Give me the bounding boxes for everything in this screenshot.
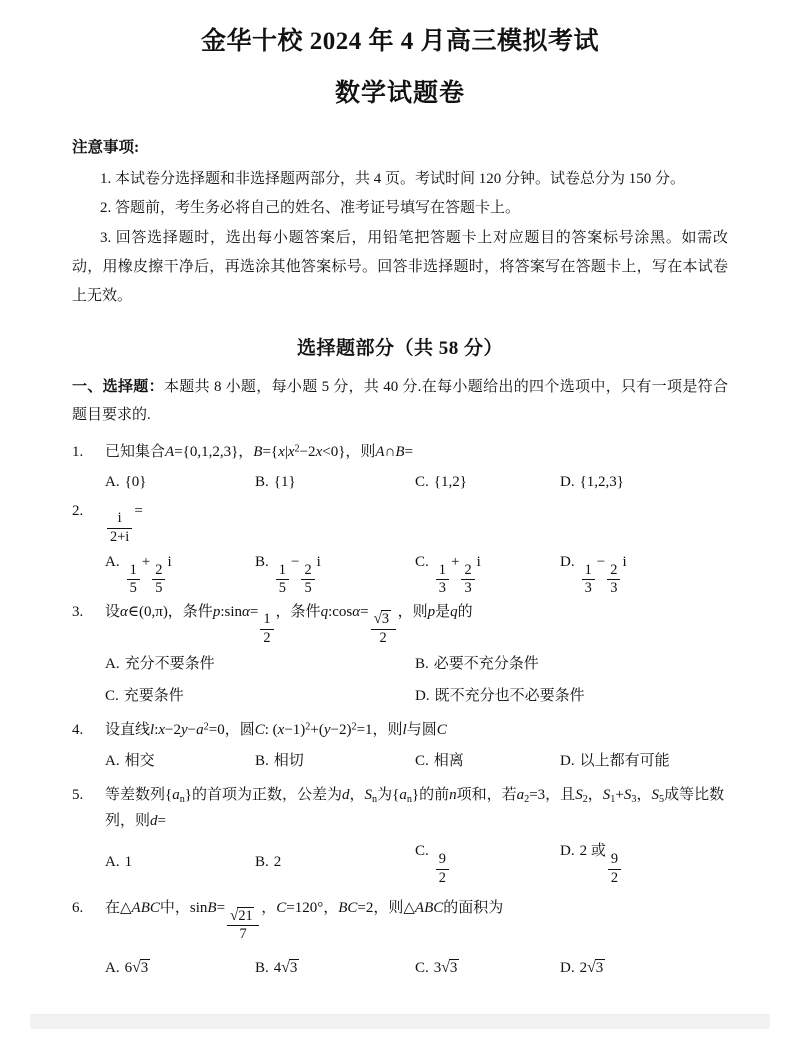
q5c-frac: $\frac{9}{2}$ <box>436 852 449 886</box>
question-6-text: 在△ABC中，sinB= $\frac{√21}{7}$ ，C=120°，BC=2，则△ABC的面积为 <box>105 900 504 943</box>
question-2-option-b[interactable]: B. $\frac{1}{5}$ − $\frac{2}{5}$ i <box>255 554 321 597</box>
sqrt-icon: √3 <box>587 958 604 976</box>
question-4-option-d[interactable]: D. 以上都有可能 <box>560 752 670 769</box>
question-1 <box>72 440 728 496</box>
q2d-frac1: $\frac{1}{3}$ <box>582 563 595 597</box>
question-3-option-d[interactable]: D. 既不充分也不必要条件 <box>415 687 585 704</box>
q3-q2: q <box>450 603 458 620</box>
question-2-stem <box>72 499 728 546</box>
q1-close: <0}，则 <box>322 443 376 460</box>
question-3-stem <box>72 600 728 647</box>
question-1-options <box>72 470 728 496</box>
q3-alpha1: α <box>120 603 128 620</box>
q1-setA: A <box>165 443 175 460</box>
q2c-frac1: $\frac{1}{3}$ <box>436 563 449 597</box>
question-5-option-a[interactable]: A. 1 <box>105 854 133 871</box>
q2a-frac2: $\frac{2}{5}$ <box>152 563 165 597</box>
sqrt-icon: √3 <box>373 611 390 628</box>
q3-p1: p <box>212 603 221 620</box>
question-2 <box>72 499 728 597</box>
question-4-options <box>72 749 728 775</box>
q3-p2: p <box>427 603 436 620</box>
q2-fraction: $\frac{i}{2+i}$ <box>107 511 132 545</box>
q1-tailB: B <box>395 443 405 460</box>
q4-line2: l <box>402 722 407 739</box>
q1-bar: | <box>284 443 288 460</box>
q4-circle2: C <box>436 722 447 739</box>
question-4-option-b[interactable]: B. 相切 <box>255 752 304 769</box>
q3-alpha2: α <box>242 603 250 620</box>
question-3-option-c[interactable]: C. 充要条件 <box>105 687 184 704</box>
question-3-options-row-2 <box>105 684 728 710</box>
question-4 <box>72 718 728 774</box>
q2d-frac2: $\frac{2}{3}$ <box>607 563 620 597</box>
question-5-options <box>72 839 728 886</box>
q1-tailA: A <box>375 443 385 460</box>
question-6 <box>72 896 728 981</box>
question-3 <box>72 600 728 710</box>
question-6-option-a[interactable]: A. 6√3 <box>105 955 255 982</box>
question-1-option-c[interactable]: C. {1,2} <box>415 474 467 491</box>
question-3-options <box>72 652 728 709</box>
question-2-option-a[interactable]: A. $\frac{1}{5}$ + $\frac{2}{5}$ i <box>105 554 172 597</box>
q4-line1: l <box>150 722 155 739</box>
section-header-choice: 选择题部分（共 58 分） <box>296 338 503 360</box>
q6-triangle2: ABC <box>414 900 444 917</box>
question-5-stem <box>72 783 728 834</box>
sqrt-icon: √3 <box>281 958 298 976</box>
question-1-stem <box>72 440 728 466</box>
question-6-option-d[interactable]: D. 2√3 <box>560 955 607 982</box>
section-intro-rest: 本题共 8 小题，每小题 5 分，共 40 分.在每小题给出的四个选项中，只有一项是符合题目要求的. <box>72 379 728 423</box>
question-2-text <box>105 499 728 546</box>
q1-var2: x <box>287 443 295 460</box>
notice-item-3: 3. 回答选择题时，选出每小题答案后，用铅笔把答题卡上对应题目的答案标号涂黑。如需改动，用橡皮擦干净后，再选涂其他答案标号。回答非选择题时，将答案写在答题卡上，写在本试卷上无效。 <box>72 229 728 304</box>
q1-setB-open: ={ <box>262 443 279 460</box>
q3-q1: q <box>320 603 329 620</box>
question-2-option-c[interactable]: C. $\frac{1}{3}$ + $\frac{2}{3}$ i <box>415 554 481 597</box>
q2a-frac1: $\frac{1}{5}$ <box>127 563 140 597</box>
question-1-option-b[interactable]: B. {1} <box>255 474 296 491</box>
question-1-option-d[interactable]: D. {1,2,3} <box>560 474 624 491</box>
question-2-options <box>72 550 728 597</box>
question-3-option-a[interactable]: A. 充分不要条件 <box>105 656 215 673</box>
question-1-text <box>105 440 728 466</box>
q2c-frac2: $\frac{2}{3}$ <box>461 563 474 597</box>
q1-eq: = <box>404 443 414 460</box>
q6-triangle1: ABC <box>131 900 160 917</box>
q2b-frac2: $\frac{2}{5}$ <box>301 563 314 597</box>
question-4-number: 4. <box>72 722 84 739</box>
question-4-stem <box>72 718 728 744</box>
notice-item-1: 1. 本试卷分选择题和非选择题两部分，共 4 页。考试时间 120 分钟。试卷总分为 150 分。 <box>100 171 686 187</box>
question-4-option-a[interactable]: A. 相交 <box>105 752 155 769</box>
section-intro-lead: 一、选择题： <box>72 379 164 396</box>
notice-item-2: 2. 答题前，考生务必将自己的姓名、准考证号填写在答题卡上。 <box>100 200 521 217</box>
question-1-number: 1. <box>72 443 84 460</box>
q3-frac-sin: $\frac{1}{2}$ <box>260 612 273 646</box>
question-4-text: 设直线$l:x-2y-a^2=0$，圆C: $(x-1)^2+(y-2)^2=1$，则l与圆C <box>105 722 447 739</box>
question-6-options <box>72 955 728 982</box>
question-5-text: 等差数列$\{a_n\}$的首项为正数，公差为d，$S_n$为$\{a_n\}$的前n项和，若$a_2=3$，且$S_2$，$S_1+S_3$，$S_5$成等比数列，则d= <box>105 787 725 829</box>
sqrt-icon: √3 <box>441 958 458 976</box>
question-3-number: 3. <box>72 603 84 620</box>
question-5-option-b[interactable]: B. 2 <box>255 854 282 871</box>
page-card-edge <box>30 1014 770 1029</box>
question-5 <box>72 783 728 886</box>
page-title: 金华十校 2024 年 4 月高三模拟考试 <box>200 28 599 55</box>
question-5-number: 5. <box>72 787 84 804</box>
q1-setB: B <box>253 443 263 460</box>
question-5-option-c[interactable]: C. $\frac{9}{2}$ <box>415 839 560 886</box>
section-intro <box>72 374 728 430</box>
question-6-stem <box>72 896 728 943</box>
question-3-text: 设α∈(0,π)，条件p:sinα= $\frac{1}{2}$ ，条件q:cosα= $\frac{√3}{2}$ ，则p是q的 <box>105 603 473 646</box>
question-2-option-d[interactable]: D. $\frac{1}{3}$ − $\frac{2}{3}$ i <box>560 554 627 597</box>
q2-eq: = <box>134 502 143 519</box>
question-6-option-c[interactable]: C. 3√3 <box>415 955 560 982</box>
question-6-option-b[interactable]: B. 4√3 <box>255 955 415 982</box>
notice-heading: 注意事项: <box>72 139 140 156</box>
q2b-frac1: $\frac{1}{5}$ <box>276 563 289 597</box>
question-2-number: 2. <box>72 502 84 519</box>
question-3-options-row-1 <box>105 652 728 678</box>
page-subtitle: 数学试题卷 <box>334 80 465 107</box>
q1-var3: x <box>315 443 323 460</box>
question-4-option-c[interactable]: C. 相离 <box>415 752 464 769</box>
q1-lead: 已知集合 <box>105 443 166 460</box>
notice-block <box>72 135 728 311</box>
q3-alpha3: α <box>352 603 361 620</box>
q1-cap: ∩ <box>384 443 396 460</box>
sqrt-icon: √3 <box>132 958 149 976</box>
q6-frac-sinB: $\frac{√21}{7}$ <box>227 908 259 943</box>
q1-pow: 2 <box>294 443 300 455</box>
q1-var1: x <box>278 443 285 460</box>
q1-rest: −2 <box>299 443 316 460</box>
q5d-frac: $\frac{9}{2}$ <box>608 852 621 886</box>
q1-setA-eq: ={0,1,2,3}， <box>174 443 254 460</box>
sqrt-icon: √21 <box>230 907 253 924</box>
question-6-number: 6. <box>72 900 84 917</box>
q3-frac-cos: $\frac{√3}{2}$ <box>371 611 396 646</box>
question-1-option-a[interactable]: A. {0} <box>105 474 147 491</box>
question-5-option-d[interactable]: D. 2 或 $\frac{9}{2}$ <box>560 839 623 886</box>
question-3-option-b[interactable]: B. 必要不充分条件 <box>415 656 539 673</box>
q4-circle1: C <box>254 722 265 739</box>
